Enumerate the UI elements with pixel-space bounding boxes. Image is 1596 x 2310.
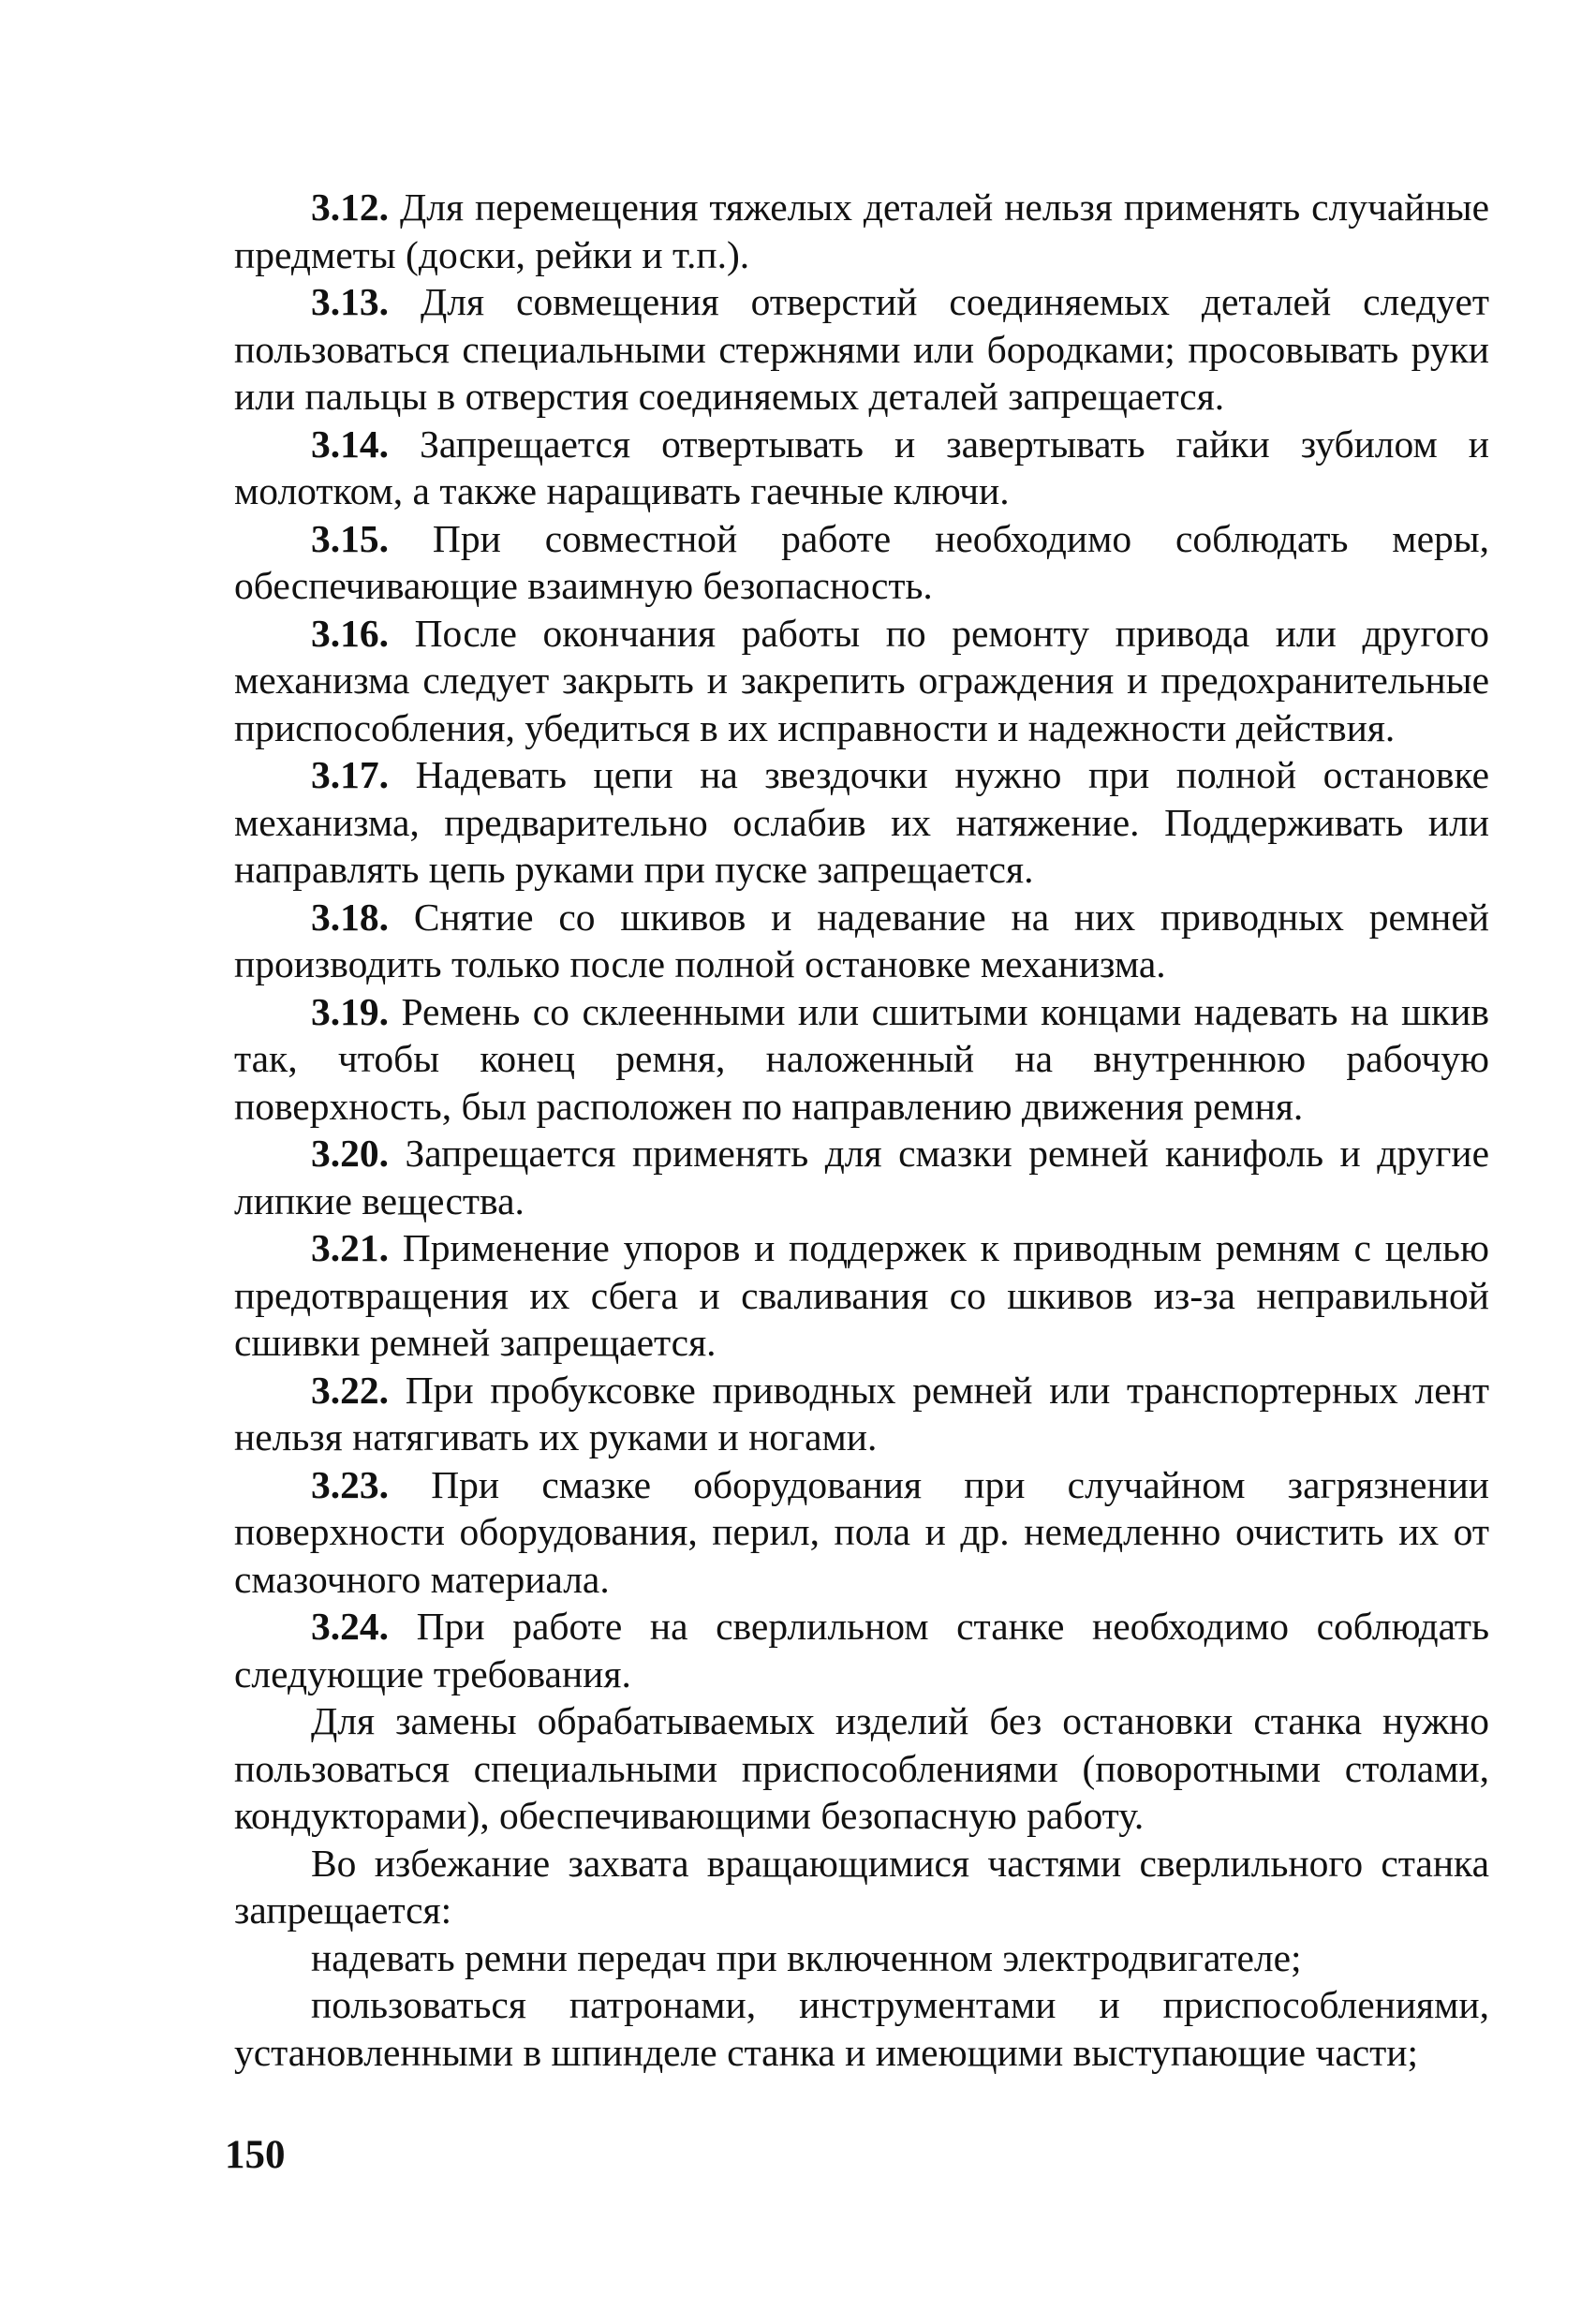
paragraph-text: Для замены обрабатываемых изделий без остановки станка нужно пользоваться специальными приспособлениями (поворотными столами, кондукторами), обеспечивающими безопасную работу. — [234, 1699, 1489, 1837]
paragraph-3-18 — [234, 894, 1489, 988]
paragraph-number: 3.21. — [311, 1226, 389, 1269]
paragraph-number: 3.24. — [311, 1605, 389, 1648]
page-body-text — [234, 184, 1489, 2076]
paragraph-number: 3.20. — [311, 1132, 389, 1175]
page-number: 150 — [225, 2133, 286, 2177]
paragraph-list-item-1 — [234, 1934, 1489, 1982]
paragraph-text: Для перемещения тяжелых деталей нельзя применять случайные предметы (доски, рейки и т.п.). — [234, 185, 1489, 276]
paragraph-number: 3.19. — [311, 989, 389, 1033]
paragraph-number: 3.15. — [311, 516, 389, 560]
paragraph-number: 3.18. — [311, 895, 389, 939]
paragraph-text: При совместной работе необходимо соблюдать меры, обеспечивающие взаимную безопасность. — [234, 516, 1489, 607]
paragraph-3-13 — [234, 278, 1489, 421]
paragraph-number: 3.13. — [311, 280, 389, 323]
paragraph-3-20 — [234, 1130, 1489, 1224]
paragraph-list-item-2 — [234, 1981, 1489, 2076]
paragraph-text: При смазке оборудования при случайном загрязнении поверхности оборудования, перил, пола и др. немедленно очистить их от смазочного материала. — [234, 1462, 1489, 1601]
paragraph-text: Во избежание захвата вращающимися частями сверлильного станка запрещается: — [234, 1841, 1489, 1932]
paragraph-3-15 — [234, 515, 1489, 610]
paragraph-text: пользоваться патронами, инструментами и приспособлениями, установленными в шпинделе станка и имеющими выступающие части; — [234, 1983, 1489, 2074]
paragraph-number: 3.12. — [311, 185, 389, 229]
paragraph-text: Снятие со шкивов и надевание на них приводных ремней производить только после полной остановке механизма. — [234, 895, 1489, 985]
paragraph-text: Запрещается применять для смазки ремней канифоль и другие липкие вещества. — [234, 1132, 1489, 1222]
paragraph-text: Надевать цепи на звездочки нужно при полной остановке механизма, предварительно ослабив их натяжение. Поддерживать или направлять цепь руками при пуске запрещается. — [234, 753, 1489, 891]
paragraph-3-16 — [234, 610, 1489, 752]
paragraph-number: 3.22. — [311, 1368, 389, 1412]
paragraph-text: Ремень со склеенными или сшитыми концами надевать на шкив так, чтобы конец ремня, наложенный на внутреннюю рабочую поверхность, был расположен по направлению движения ремня. — [234, 989, 1489, 1128]
paragraph-3-21 — [234, 1224, 1489, 1367]
paragraph-3-24 — [234, 1603, 1489, 1697]
paragraph-text: Запрещается отвертывать и завертывать гайки зубилом и молотком, а также наращивать гаечные ключи. — [234, 422, 1489, 512]
paragraph-3-22 — [234, 1367, 1489, 1461]
paragraph-text: Для совмещения отверстий соединяемых деталей следует пользоваться специальными стержнями или бородками; просовывать руки или пальцы в отверстия соединяемых деталей запрещается. — [234, 280, 1489, 418]
paragraph-replacement — [234, 1697, 1489, 1840]
paragraph-3-14 — [234, 421, 1489, 515]
paragraph-prohibited-intro — [234, 1840, 1489, 1934]
paragraph-text: При пробуксовке приводных ремней или транспортерных лент нельзя натягивать их руками и ногами. — [234, 1368, 1489, 1459]
paragraph-number: 3.16. — [311, 611, 389, 655]
paragraph-3-19 — [234, 988, 1489, 1131]
paragraph-number: 3.23. — [311, 1462, 389, 1506]
paragraph-text: После окончания работы по ремонту привода или другого механизма следует закрыть и закрепить ограждения и предохранительные приспособления, убедиться в их исправности и надежности действия. — [234, 611, 1489, 749]
paragraph-text: Применение упоров и поддержек к приводным ремням с целью предотвращения их сбега и сваливания со шкивов из-за неправильной сшивки ремней запрещается. — [234, 1226, 1489, 1364]
paragraph-3-17 — [234, 751, 1489, 894]
paragraph-3-23 — [234, 1461, 1489, 1604]
paragraph-3-12 — [234, 184, 1489, 278]
paragraph-text: При работе на сверлильном станке необходимо соблюдать следующие требования. — [234, 1605, 1489, 1695]
paragraph-text: надевать ремни передач при включенном электродвигателе; — [311, 1935, 1302, 1979]
paragraph-number: 3.17. — [311, 753, 389, 796]
paragraph-number: 3.14. — [311, 422, 389, 466]
